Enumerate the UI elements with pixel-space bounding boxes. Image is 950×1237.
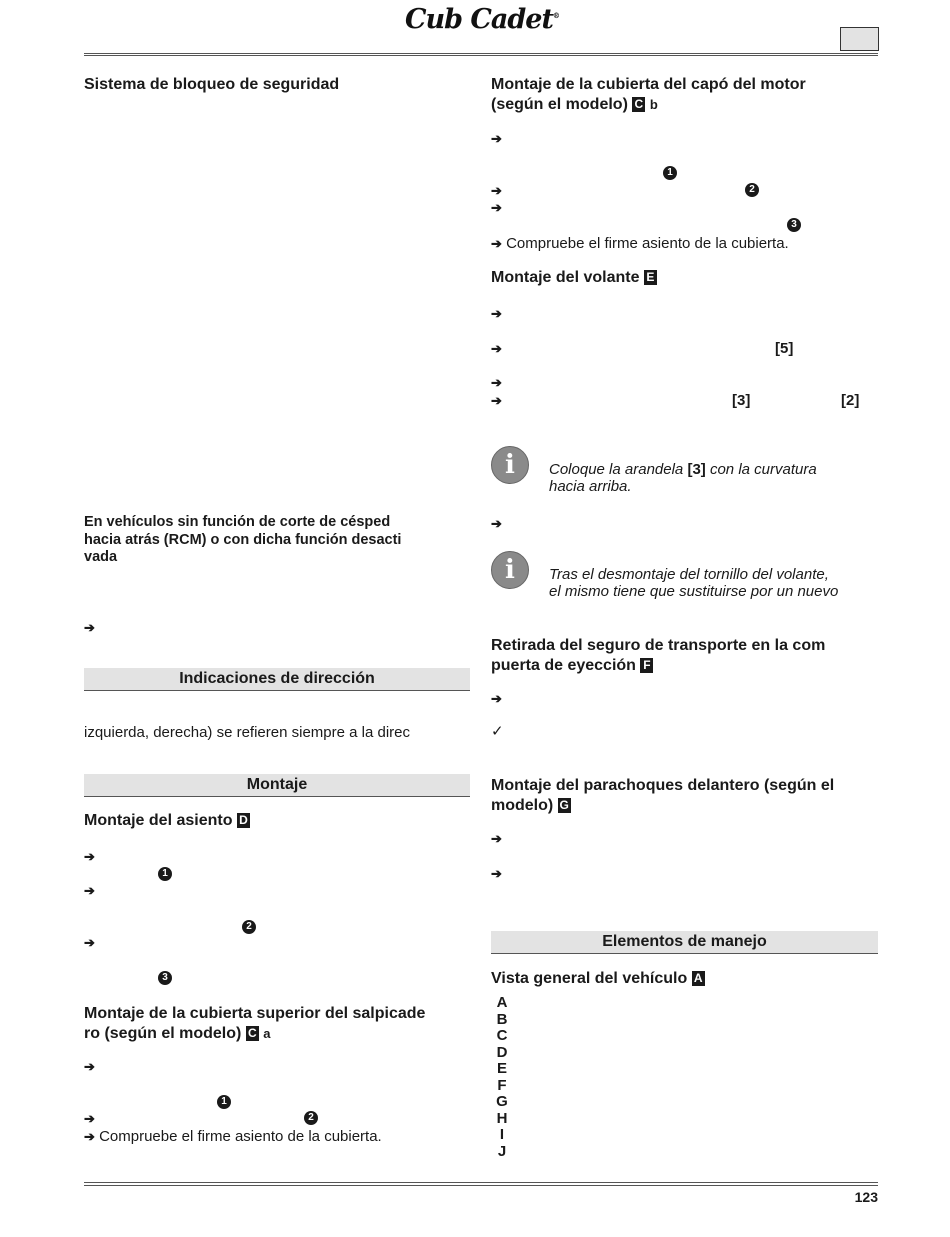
section-banner-assembly: Montaje (84, 774, 470, 797)
part-ref-3: [3] (732, 392, 751, 409)
washer-note: Coloque la arandela [3] con la curvatura hacia arriba. (549, 461, 817, 495)
front-bumper-heading: Montaje del parachoques delantero (según el modelo) G (491, 777, 835, 814)
figure-ref-d: D (237, 813, 250, 828)
arrow-icon: ➔ (491, 131, 502, 146)
arrow-icon: ➔ (491, 341, 502, 356)
figure-ref-c: C (246, 1026, 259, 1041)
arrow-icon: ➔ (84, 935, 95, 950)
header-rule-2 (84, 55, 878, 56)
step-number-3-icon: 3 (787, 218, 801, 232)
info-icon: i (491, 551, 529, 589)
figure-ref-c: C (632, 97, 645, 112)
vehicle-overview-heading: Vista general del vehículo A (491, 969, 705, 989)
arrow-icon: ➔ (84, 849, 95, 864)
arrow-icon: ➔ (84, 620, 95, 635)
footer-rule (84, 1182, 878, 1183)
legend-item: I (499, 1126, 505, 1143)
arrow-icon: ➔ (84, 883, 95, 898)
step-number-1-icon: 1 (158, 867, 172, 881)
step-number-3-icon: 3 (158, 971, 172, 985)
part-ref-2: [2] (841, 392, 860, 409)
hood-cover-heading: Montaje de la cubierta del capó del motor (según el modelo) C b (491, 76, 806, 113)
arrow-icon: ➔ (491, 866, 502, 881)
header-rule (84, 53, 878, 54)
arrow-icon: ➔ (491, 831, 502, 846)
step-number-2-icon: 2 (745, 183, 759, 197)
arrow-icon: ➔ (84, 1059, 95, 1074)
chapter-tab-marker (840, 27, 879, 51)
legend-item: G (496, 1093, 508, 1110)
rcm-heading: En vehículos sin función de corte de césped hacia atrás (RCM) o con dicha función desacti vada (84, 514, 402, 565)
figure-ref-a: A (692, 971, 705, 986)
brand-logo: Cub Cadet® (405, 4, 559, 35)
arrow-icon: ➔ (491, 691, 502, 706)
safety-lock-heading: Sistema de bloqueo de seguridad (84, 76, 340, 93)
figure-ref-g: G (559, 798, 569, 812)
legend-item: F (497, 1076, 507, 1094)
footer-rule-2 (84, 1185, 878, 1186)
seat-heading: Montaje del asiento D (84, 811, 250, 831)
step-number-1-icon: 1 (663, 166, 677, 180)
screw-replacement-note: Tras el desmontaje del tornillo del volante, el mismo tiene que sustituirse por un nuevo (549, 566, 839, 600)
arrow-icon: ➔ (491, 183, 502, 198)
arrow-icon: ➔ (84, 1111, 95, 1126)
legend-item: J (497, 1142, 507, 1160)
arrow-icon: ➔ (491, 375, 502, 390)
legend-item: D (496, 1043, 508, 1061)
splash-cover-heading: Montaje de la cubierta superior del salpicade ro (según el modelo) C a (84, 1005, 426, 1042)
check-cover-text: ➔ Compruebe el firme asiento de la cubierta. (491, 235, 789, 252)
arrow-icon: ➔ (491, 306, 502, 321)
info-icon: i (491, 446, 529, 484)
legend-item: B (496, 1010, 508, 1028)
arrow-icon: ➔ (491, 200, 502, 215)
check-icon: ✓ (491, 723, 504, 740)
directions-text: izquierda, derecha) se refieren siempre a la direc (84, 724, 410, 741)
legend-item: A (496, 994, 508, 1011)
legend-item: C (496, 1027, 508, 1044)
overview-legend-list (492, 995, 512, 1160)
legend-item: H (496, 1109, 508, 1127)
step-number-2-icon: 2 (304, 1111, 318, 1125)
arrow-icon: ➔ (491, 516, 502, 531)
arrow-icon: ➔ (491, 393, 502, 408)
step-number-1-icon: 1 (217, 1095, 231, 1109)
transport-lock-heading: Retirada del seguro de transporte en la com puerta de eyección F (491, 637, 826, 674)
legend-item: E (496, 1060, 507, 1077)
figure-ref-e: E (644, 270, 657, 285)
section-banner-controls: Elementos de manejo (491, 931, 878, 954)
steering-wheel-heading: Montaje del volante E (491, 268, 657, 288)
figure-ref-f: F (640, 658, 653, 673)
check-cover-text: ➔ Compruebe el firme asiento de la cubierta. (84, 1128, 382, 1145)
page-number: 123 (854, 1189, 878, 1205)
section-banner-directions: Indicaciones de dirección (84, 668, 470, 691)
step-number-2-icon: 2 (242, 920, 256, 934)
part-ref-5: [5] (775, 340, 794, 357)
